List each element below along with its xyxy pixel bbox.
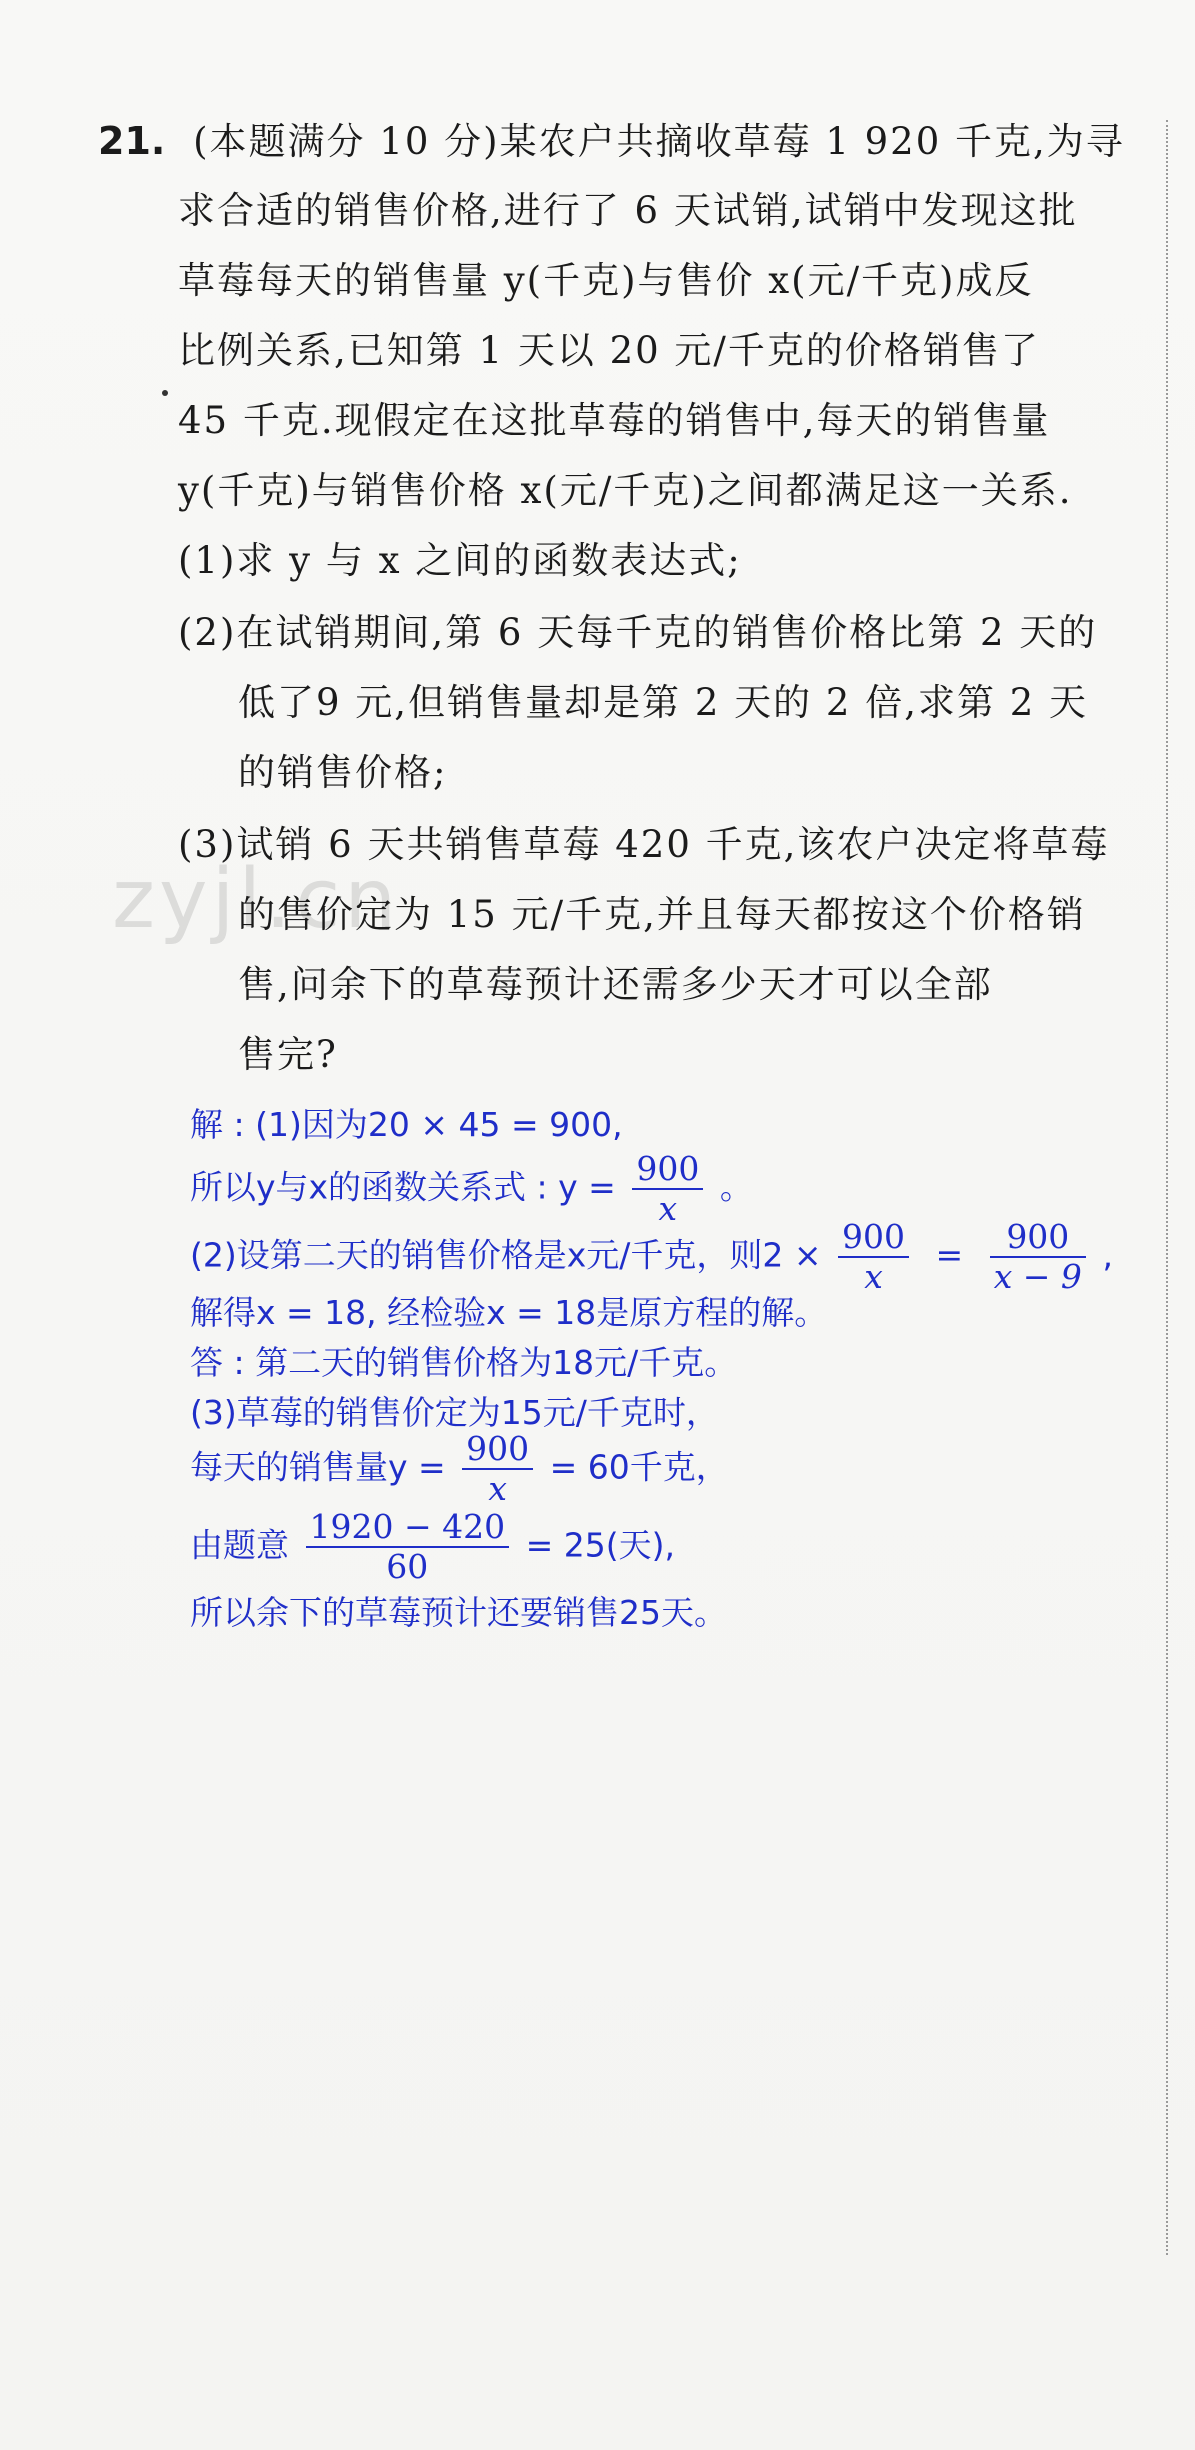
fraction [838,1218,909,1296]
solution-line-6: (3)草莓的销售价定为15元/千克时， [190,1393,719,1432]
problem-line-6: y(千克)与销售价格 x(元/千克)之间都满足这一关系. [178,469,1073,512]
sub-question-2-line-2: 低了9 元,但销售量却是第 2 天的 2 倍,求第 2 天 [238,681,1089,724]
problem-line-5: 45 千克.现假定在这批草莓的销售中,每天的销售量 [178,399,1051,442]
sub-question-2-line-3: 的销售价格; [238,751,448,794]
sub-question-2-line-1: (2)在试销期间,第 6 天每千克的销售价格比第 2 天的 [178,611,1098,654]
sub-question-3-line-3: 售,问余下的草莓预计还需多少天才可以全部 [238,963,993,1006]
solution-text: 由题意 [190,1525,289,1565]
fraction-denominator: x [838,1256,909,1296]
fraction-numerator: 900 [1006,1217,1070,1256]
fraction-denominator: x [462,1468,533,1508]
solution-line-4: 解得x = 18, 经检验x = 18是原方程的解。 [190,1293,828,1332]
solution-line-3 [190,1218,1113,1296]
fraction-numerator: 900 [636,1149,700,1188]
sub-question-3-line-4: 售完? [238,1033,338,1076]
fraction-numerator: 900 [466,1429,530,1468]
solution-text: , [1102,1235,1113,1275]
fraction [632,1150,703,1228]
fraction-denominator: x [632,1188,703,1228]
solution-text: 所以y与x的函数关系式 : y = [190,1167,616,1207]
solution-text: 每天的销售量y = [190,1447,446,1487]
problem-line-2: 求合适的销售价格,进行了 6 天试销,试销中发现这批 [178,189,1078,232]
solution-text: (2)设第二天的销售价格是x元/千克，则2 × [190,1235,822,1275]
problem-text: (本题满分 10 分)某农户共摘收草莓 1 920 千克,为寻 [193,120,1125,163]
problem-line-3: 草莓每天的销售量 y(千克)与售价 x(元/千克)成反 [178,259,1034,302]
question-number: 21. [98,119,166,163]
fraction-numerator: 1920 − 420 [309,1507,506,1546]
solution-text: 。 [719,1167,753,1207]
solution-text: = 60千克， [549,1447,729,1487]
sub-question-3-line-1: (3)试销 6 天共销售草莓 420 千克,该农户决定将草莓 [178,823,1110,866]
solution-line-8 [190,1508,675,1586]
fraction [462,1430,533,1508]
sub-question-3-line-2: 的售价定为 15 元/千克,并且每天都按这个价格销 [238,893,1086,936]
solution-line-1: 解 : (1)因为20 × 45 = 900, [190,1105,623,1144]
fraction-numerator: 900 [842,1217,906,1256]
equals-sign: = [935,1235,964,1275]
fraction-denominator: 60 [306,1546,510,1586]
ink-dot [162,390,168,396]
problem-line-1 [98,119,1125,163]
solution-line-9: 所以余下的草莓预计还要销售25天。 [190,1593,727,1632]
margin-dotted-line [1166,120,1168,2255]
solution-line-5: 答 : 第二天的销售价格为18元/千克。 [190,1343,738,1382]
watermark: zyjl.cn [112,852,401,947]
solution-line-2 [190,1150,753,1228]
fraction [306,1508,510,1586]
fraction [990,1218,1086,1296]
problem-line-4: 比例关系,已知第 1 天以 20 元/千克的价格销售了 [178,329,1040,372]
solution-text: = 25(天), [525,1525,675,1565]
sub-question-1: (1)求 y 与 x 之间的函数表达式; [178,539,742,582]
fraction-denominator: x − 9 [990,1256,1086,1296]
solution-line-7 [190,1430,729,1508]
